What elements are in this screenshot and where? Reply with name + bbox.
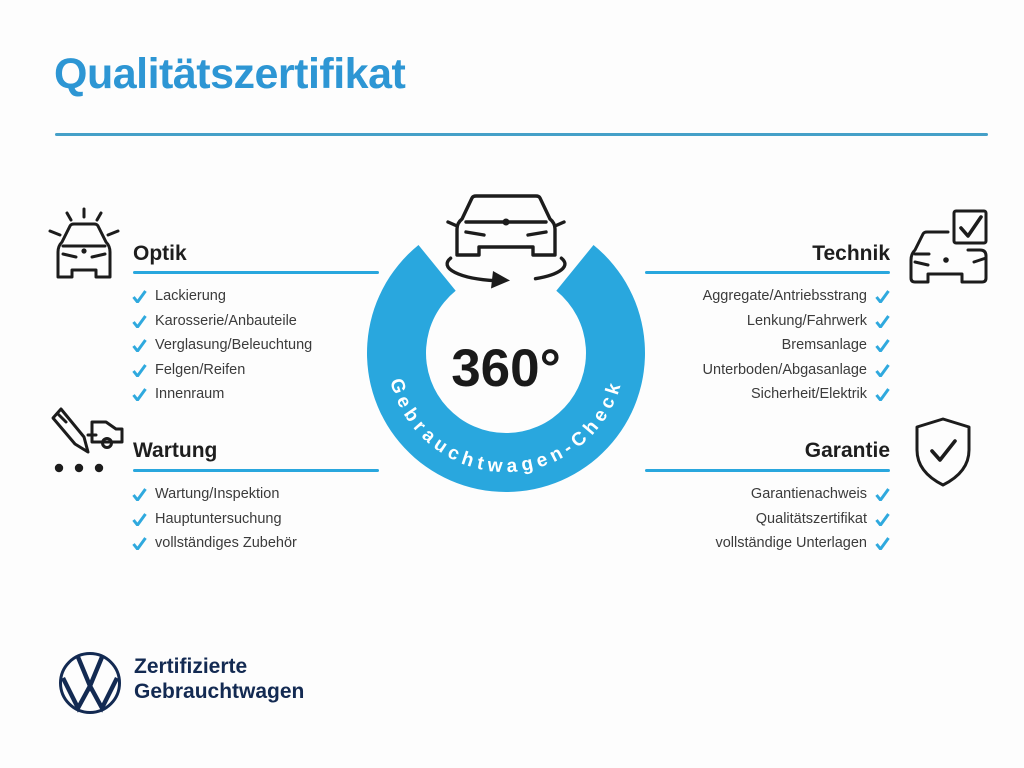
checklist-item-label: Lenkung/Fahrwerk [746, 312, 867, 329]
check-icon [132, 364, 147, 377]
section-underline-garantie [645, 469, 890, 472]
check-icon [875, 290, 890, 303]
section-heading-wartung: Wartung [133, 439, 218, 462]
check-icon [875, 315, 890, 328]
checklist-item-label: Hauptuntersuchung [155, 510, 282, 527]
check-icon [875, 513, 890, 526]
check-icon [875, 537, 890, 550]
title-divider [55, 133, 988, 136]
checklist-item-label: Bremsanlage [781, 337, 867, 353]
check-icon [132, 290, 147, 303]
checklist-item-label: Felgen/Reifen [155, 361, 246, 378]
check-icon [132, 537, 147, 550]
checklist-item [132, 536, 297, 551]
vw-logo [57, 650, 123, 716]
section-underline-technik [645, 271, 890, 274]
checklist-item [132, 487, 297, 502]
checklist-item [132, 289, 312, 304]
shield-check-icon [906, 414, 980, 492]
checklist-item [132, 338, 312, 353]
check-icon [875, 339, 890, 352]
checklist-item-label: Lackierung [155, 288, 226, 304]
check-icon [132, 388, 147, 401]
checklist-item-label: Qualitätszertifikat [755, 510, 867, 527]
checklist-optik [132, 289, 312, 402]
footer-line2: Gebrauchtwagen [134, 679, 305, 703]
section-heading-optik: Optik [133, 242, 187, 265]
shiny-car-icon [45, 206, 123, 280]
checklist-item-label: Garantienachweis [750, 486, 867, 502]
checklist-item [756, 512, 890, 527]
badge-degrees: 360° [451, 339, 561, 398]
pencil-car-checklist-icon [44, 402, 128, 488]
checklist-item [132, 363, 312, 378]
check-icon [132, 488, 147, 501]
check-icon [132, 339, 147, 352]
badge-ring-label: Gebrauchtwagen-Check [385, 375, 627, 478]
checklist-item [132, 512, 297, 527]
checklist-item [703, 363, 890, 378]
checklist-item-label: vollständige Unterlagen [715, 535, 867, 551]
footer-brand-text [134, 655, 304, 704]
checklist-item [751, 387, 890, 402]
checklist-item-label: Innenraum [155, 386, 225, 402]
checklist-item [703, 289, 890, 304]
checklist-item-label: Aggregate/Antriebsstrang [702, 288, 867, 304]
check-icon [875, 388, 890, 401]
checklist-item [782, 338, 890, 353]
page-title: Qualitätszertifikat [54, 50, 406, 98]
checklist-item-label: Sicherheit/Elektrik [750, 386, 867, 402]
section-underline-wartung [133, 469, 379, 472]
checklist-item-label: Verglasung/Beleuchtung [155, 337, 313, 353]
checklist-item [747, 314, 890, 329]
checklist-item [132, 314, 312, 329]
checklist-item-label: Karosserie/Anbauteile [155, 312, 297, 329]
checklist-item-label: Wartung/Inspektion [155, 486, 280, 502]
check-icon [132, 315, 147, 328]
checklist-item-label: Unterboden/Abgasanlage [702, 361, 867, 378]
checklist-technik [703, 289, 890, 402]
checklist-item-label: vollständiges Zubehör [155, 535, 297, 551]
checklist-item [751, 487, 890, 502]
footer-line1: Zertifizierte [134, 655, 248, 678]
section-heading-garantie: Garantie [804, 439, 890, 462]
check-icon [875, 488, 890, 501]
car-checkbox-icon [902, 208, 990, 286]
checklist-item [132, 387, 312, 402]
rotating-car-icon [447, 196, 565, 289]
section-underline-optik [133, 271, 379, 274]
check-icon [875, 364, 890, 377]
checklist-item [715, 536, 890, 551]
section-heading-technik: Technik [812, 242, 890, 265]
checklist-wartung [132, 487, 297, 551]
360-check-badge [349, 185, 665, 517]
checklist-garantie [715, 487, 890, 551]
check-icon [132, 513, 147, 526]
